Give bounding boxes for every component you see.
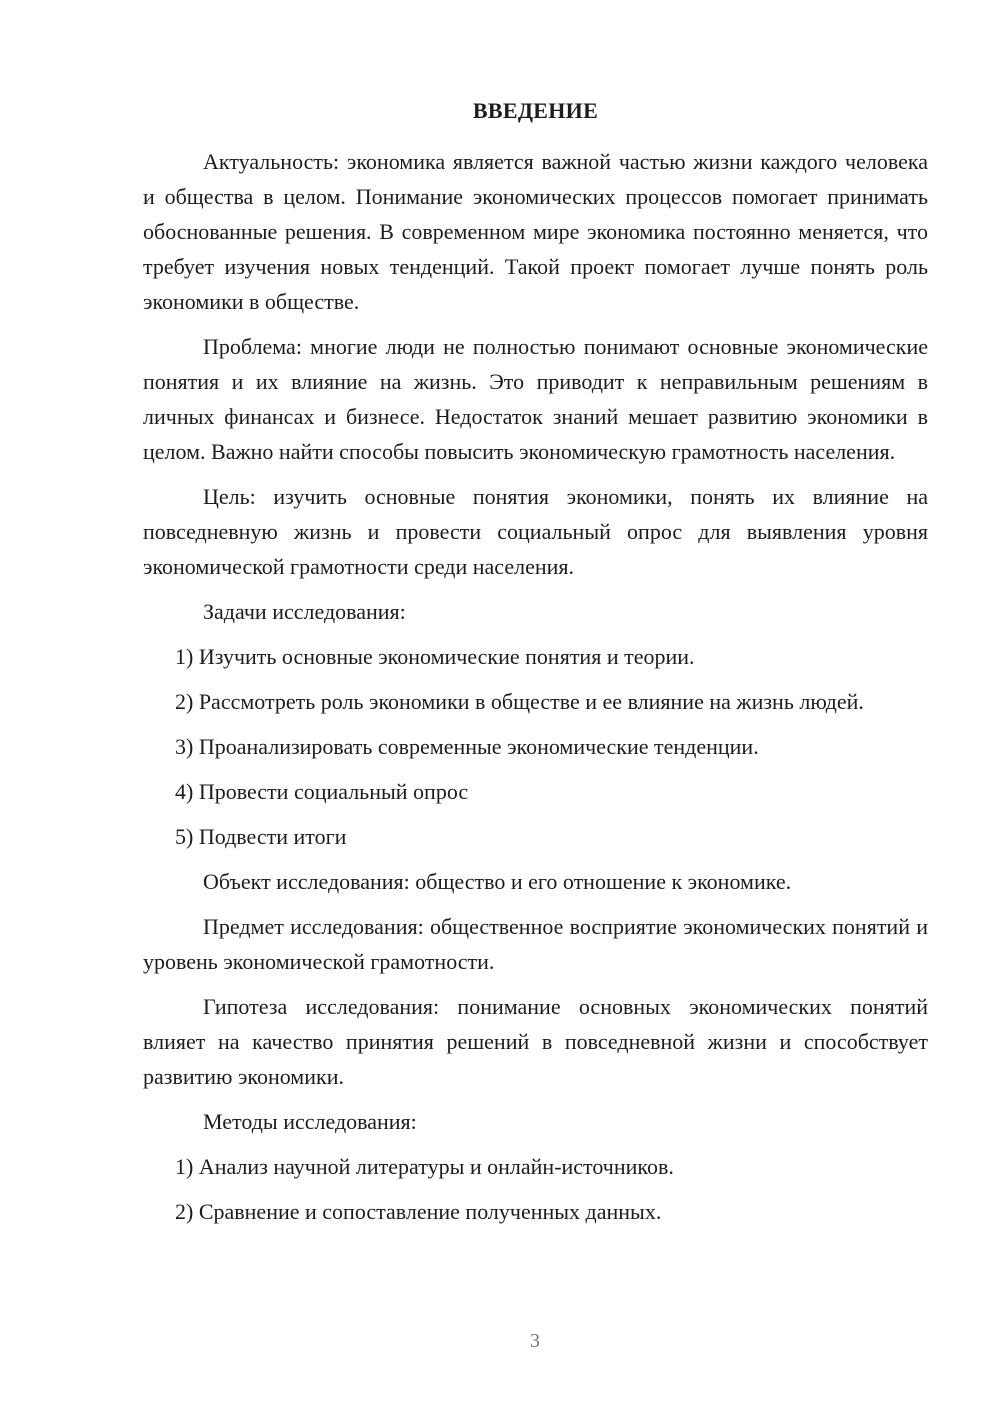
method-item: 2) Сравнение и сопоставление полученных данных.: [175, 1199, 662, 1224]
methods-heading: Методы исследования:: [203, 1109, 417, 1134]
section-title: ВВЕДЕНИЕ: [472, 98, 599, 123]
page-number: 3: [530, 1330, 540, 1352]
object-paragraph: Объект исследования: общество и его отношение к экономике.: [203, 869, 792, 894]
task-item: 3) Проанализировать современные экономические тенденции.: [175, 734, 759, 759]
task-item: 5) Подвести итоги: [175, 824, 347, 849]
method-item: 1) Анализ научной литературы и онлайн-источников.: [175, 1154, 674, 1179]
relevance-paragraph: Актуальность: экономика является важной частью жизни каждого человека и общества в целом. Понимание экономических процессов помогает принимать обоснованные решения. В современном мире экономика постоянно меняется, что требует изучения новых тенденций. Такой проект помогает лучше понять роль экономики в обществе.: [143, 149, 928, 314]
page-content: [143, 96, 928, 1239]
task-item: 2) Рассмотреть роль экономики в обществе и ее влияние на жизнь людей.: [175, 689, 864, 714]
goal-paragraph: Цель: изучить основные понятия экономики, понять их влияние на повседневную жизнь и провести социальный опрос для выявления уровня экономической грамотности среди населения.: [143, 484, 928, 579]
tasks-heading: Задачи исследования:: [203, 599, 406, 624]
hypothesis-paragraph: Гипотеза исследования: понимание основных экономических понятий влияет на качество принятия решений в повседневной жизни и способствует развитию экономики.: [143, 994, 928, 1089]
subject-paragraph: Предмет исследования: общественное восприятие экономических понятий и уровень экономической грамотности.: [143, 914, 928, 974]
task-item: 1) Изучить основные экономические понятия и теории.: [175, 644, 695, 669]
task-item: 4) Провести социальный опрос: [175, 779, 469, 804]
problem-paragraph: Проблема: многие люди не полностью понимают основные экономические понятия и их влияние на жизнь. Это приводит к неправильным решениям в личных финансах и бизнесе. Недостаток знаний мешает развитию экономики в целом. Важно найти способы повысить экономическую грамотность населения.: [143, 334, 928, 464]
